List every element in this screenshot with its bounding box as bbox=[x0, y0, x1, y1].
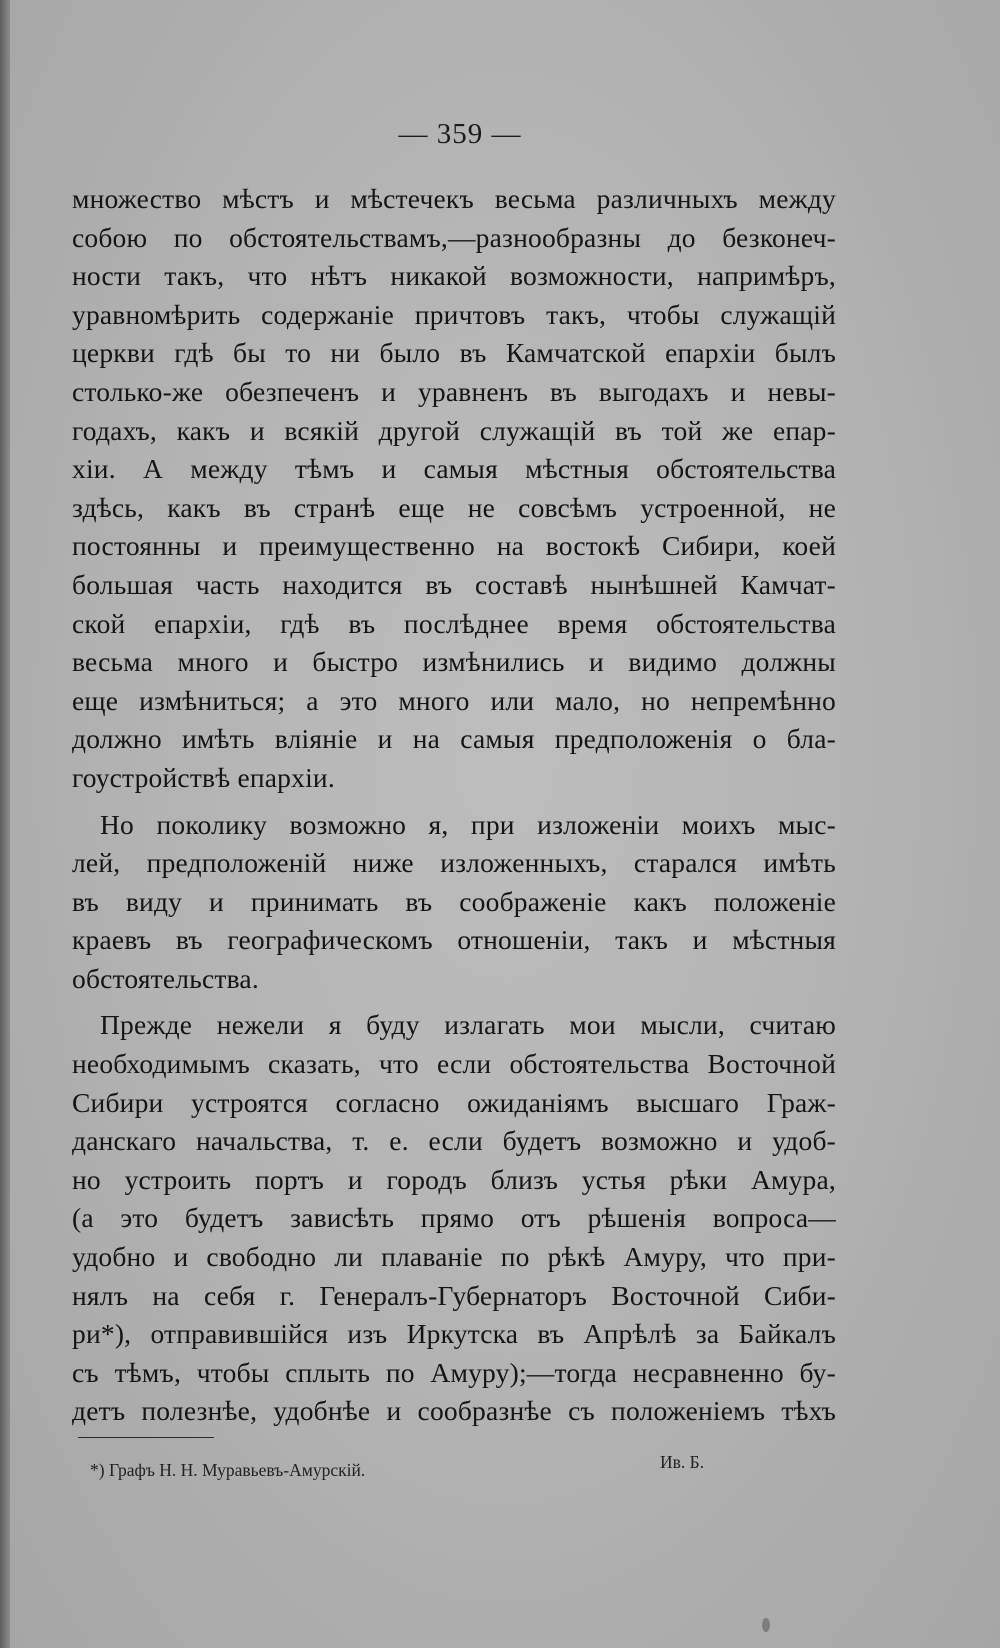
text-line: церкви гдѣ бы то ни было въ Камчатской епархіи былъ bbox=[72, 337, 836, 369]
text-line: нялъ на себя г. Генералъ-Губернаторъ Восточной Сиби- bbox=[72, 1279, 836, 1311]
footnote-divider bbox=[78, 1437, 214, 1438]
text-line: краевъ въ географическомъ отношеніи, такъ и мѣстныя bbox=[72, 924, 836, 956]
text-line: ности такъ, что нѣтъ никакой возможности, напримѣръ, bbox=[72, 260, 836, 292]
author-signature: Ив. Б. bbox=[660, 1452, 705, 1472]
text-line: годахъ, какъ и всякій другой служащій въ той же епар- bbox=[72, 414, 836, 446]
text-line: собою по обстоятельствамъ,—разнообразны до безконеч- bbox=[72, 221, 836, 253]
text-line: необходимымъ сказать, что если обстоятельства Восточной bbox=[72, 1048, 836, 1080]
text-line: должно имѣть вліяніе и на самыя предположенія о бла- bbox=[72, 723, 836, 755]
text-line: но устроить портъ и городъ близъ устья рѣки Амура, bbox=[72, 1163, 836, 1195]
text-line: уравномѣрить содержаніе причтовъ такъ, чтобы служащій bbox=[72, 298, 836, 330]
text-line: данскаго начальства, т. е. если будетъ возможно и удоб- bbox=[72, 1125, 836, 1157]
body-text bbox=[72, 180, 836, 1431]
text-line: еще измѣниться; а это много или мало, но непремѣнно bbox=[72, 684, 836, 716]
text-line: ской епархіи, гдѣ въ послѣднее время обстоятельства bbox=[72, 607, 836, 639]
footnote: *) Графъ Н. Н. Муравьевъ-Амурскій. bbox=[90, 1460, 366, 1480]
text-line: весьма много и быстро измѣнились и видимо должны bbox=[72, 646, 836, 678]
text-line: Прежде нежели я буду излагать мои мысли, считаю bbox=[100, 1009, 836, 1041]
ink-smudge bbox=[762, 1618, 770, 1632]
text-line: (а это будетъ зависѣть прямо отъ рѣшенія вопроса— bbox=[72, 1202, 836, 1234]
text-line: съ тѣмъ, чтобы сплыть по Амуру);—тогда несравненно бу- bbox=[72, 1356, 836, 1388]
text-line: постоянны и преимущественно на востокѣ Сибири, коей bbox=[72, 530, 836, 562]
text-line: здѣсь, какъ въ странѣ еще не совсѣмъ устроенной, не bbox=[72, 491, 836, 523]
text-line: Сибири устроятся согласно ожиданіямъ высшаго Граж- bbox=[72, 1086, 836, 1118]
text-line: въ виду и принимать въ соображеніе какъ положеніе bbox=[72, 885, 836, 917]
book-page bbox=[10, 0, 1000, 1648]
text-line: большая часть находится въ составѣ нынѣшней Камчат- bbox=[72, 568, 836, 600]
book-spine-shadow bbox=[0, 0, 10, 1648]
text-line: хіи. А между тѣмъ и самыя мѣстныя обстоятельства bbox=[72, 453, 836, 485]
text-line: удобно и свободно ли плаваніе по рѣкѣ Амуру, что при- bbox=[72, 1241, 836, 1273]
text-line: столько-же обезпеченъ и уравненъ въ выгодахъ и невы- bbox=[72, 375, 836, 407]
text-line: множество мѣстъ и мѣстечекъ весьма различныхъ между bbox=[72, 183, 836, 214]
text-line: гоустройствѣ епархіи. bbox=[72, 761, 335, 793]
text-line: детъ полезнѣе, удобнѣе и сообразнѣе съ положеніемъ тѣхъ bbox=[72, 1395, 836, 1427]
text-line: ри*), отправившійся изъ Иркутска въ Апрѣлѣ за Байкалъ bbox=[72, 1318, 836, 1350]
page-number: — 359 — bbox=[398, 118, 522, 150]
text-line: лей, предположеній ниже изложенныхъ, старался имѣть bbox=[72, 847, 836, 879]
text-line: Но поколику возможно я, при изложеніи моихъ мыс- bbox=[100, 808, 836, 840]
text-line: обстоятельства. bbox=[72, 962, 259, 994]
